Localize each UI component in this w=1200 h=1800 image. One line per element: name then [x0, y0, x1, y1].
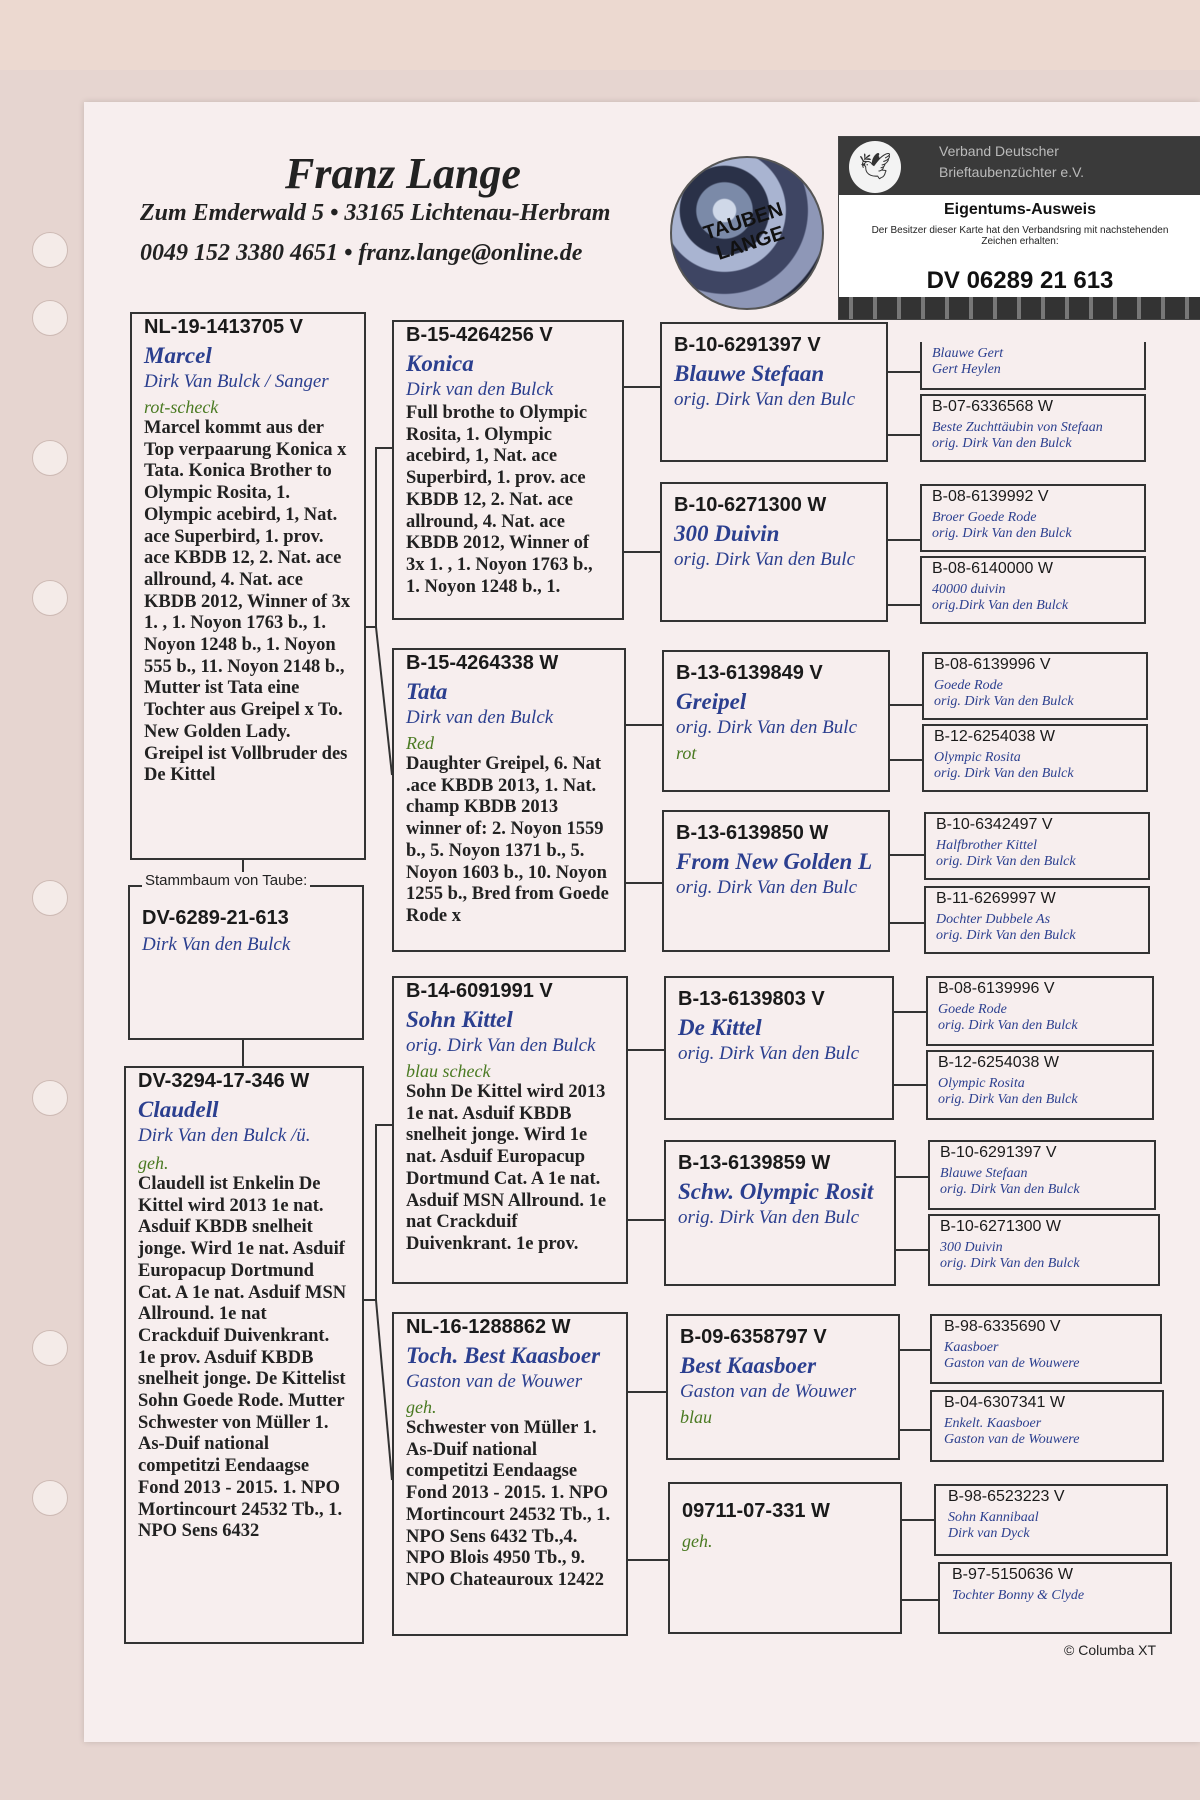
ggg-breeder: orig. Dirk Van den Bulck	[934, 694, 1074, 709]
ggg-box	[928, 1214, 1160, 1286]
ggg-box	[928, 1140, 1156, 1210]
ggg-name: Halfbrother Kittel	[936, 838, 1037, 853]
ggg-breeder: orig. Dirk Van den Bulck	[938, 1092, 1078, 1107]
gg-ring: B-10-6271300 W	[674, 494, 827, 516]
gg-ring: B-09-6358797 V	[680, 1326, 827, 1348]
ggg-breeder: orig. Dirk Van den Bulck	[940, 1182, 1080, 1197]
ggg-name: Kaasboer	[944, 1340, 999, 1355]
mother-color: geh.	[138, 1153, 169, 1173]
gg-ring: B-10-6291397 V	[674, 334, 821, 356]
ggg-ring: B-10-6342497 V	[936, 816, 1053, 833]
gg-color: geh.	[682, 1531, 713, 1551]
father-breeder: Dirk Van Bulck / Sanger	[144, 371, 329, 392]
great-grandparent-box	[660, 482, 888, 622]
gg-breeder: orig. Dirk Van den Bulc	[676, 717, 858, 738]
grandparent-color: blau scheck	[406, 1061, 491, 1081]
ggg-box	[920, 556, 1146, 624]
ggg-name: Sohn Kannibaal	[948, 1510, 1039, 1525]
grandparent-box	[392, 1312, 628, 1636]
grandparent-color: Red	[406, 733, 434, 753]
ggg-breeder: orig. Dirk Van den Bulck	[936, 854, 1076, 869]
ggg-box	[924, 812, 1150, 880]
grandparent-ring: B-15-4264256 V	[406, 324, 553, 346]
card-title: Eigentums-Ausweis	[943, 201, 1097, 218]
grandparent-breeder: orig. Dirk Van den Bulck	[406, 1035, 596, 1056]
great-grandparent-box	[664, 976, 894, 1120]
ggg-breeder: orig. Dirk Van den Bulck	[932, 436, 1072, 451]
ggg-name: Blauwe Gert	[932, 346, 1004, 361]
ggg-box	[930, 1314, 1162, 1384]
ggg-name: Enkelt. Kaasboer	[944, 1416, 1042, 1431]
owner-address: Zum Emderwald 5 • 33165 Lichtenau-Herbram	[140, 200, 611, 226]
gg-name: From New Golden L	[676, 849, 873, 874]
mother-breeder: Dirk Van den Bulck /ü.	[138, 1125, 311, 1146]
subject-label: Stammbaum von Taube:	[142, 872, 310, 889]
gg-breeder: orig. Dirk Van den Bulc	[678, 1043, 860, 1064]
ggg-ring: B-10-6271300 W	[940, 1218, 1061, 1235]
ggg-box	[920, 342, 1146, 390]
ggg-breeder: orig. Dirk Van den Bulck	[936, 928, 1076, 943]
gg-breeder: orig. Dirk Van den Bulc	[676, 877, 858, 898]
grandparent-box	[392, 976, 628, 1284]
gg-breeder: orig. Dirk Van den Bulc	[674, 549, 856, 570]
subject-breeder: Dirk Van den Bulck	[142, 934, 291, 955]
great-grandparent-box	[668, 1482, 902, 1634]
great-grandparent-box	[662, 650, 890, 792]
ggg-name: Blauwe Stefaan	[940, 1166, 1028, 1181]
ggg-name: Goede Rode	[934, 678, 1003, 693]
ggg-ring: B-12-6254038 W	[938, 1054, 1059, 1071]
ggg-ring: B-98-6335690 V	[944, 1318, 1061, 1335]
ggg-name: Beste Zuchttäubin von Stefaan	[932, 420, 1103, 435]
ggg-box	[922, 724, 1148, 792]
ggg-name: Olympic Rosita	[934, 750, 1021, 765]
ggg-ring: B-08-6140000 W	[932, 560, 1053, 577]
ggg-box	[934, 1484, 1168, 1556]
gg-name: De Kittel	[678, 1015, 762, 1040]
father-name: Marcel	[144, 343, 212, 368]
ggg-name: Tochter Bonny & Clyde	[952, 1588, 1085, 1603]
gg-color: blau	[680, 1407, 713, 1427]
gg-name: Best Kaasboer	[680, 1353, 817, 1378]
ggg-ring: B-08-6139996 V	[938, 980, 1055, 997]
ggg-breeder: orig.Dirk Van den Bulck	[932, 598, 1069, 613]
grandparent-breeder: Dirk van den Bulck	[406, 707, 554, 728]
gg-name: Blauwe Stefaan	[674, 361, 825, 386]
ggg-breeder: orig. Dirk Van den Bulck	[938, 1018, 1078, 1033]
mother-name: Claudell	[138, 1097, 219, 1122]
gg-breeder: Gaston van de Wouwer	[680, 1381, 857, 1402]
grandparent-breeder: Dirk van den Bulck	[406, 379, 554, 400]
card-org-line2: Brieftaubenzüchter e.V.	[939, 164, 1085, 180]
gg-name: 300 Duivin	[674, 521, 780, 546]
ggg-breeder: Gert Heylen	[932, 362, 1001, 377]
gg-ring: B-13-6139803 V	[678, 988, 825, 1010]
card-subtitle: Der Besitzer dieser Karte hat den Verbandsring mit nachstehenden Zeichen erhalten:	[871, 225, 1169, 247]
ggg-breeder: orig. Dirk Van den Bulck	[940, 1256, 1080, 1271]
grandparent-name: Konica	[406, 351, 474, 376]
gg-ring: B-13-6139850 W	[676, 822, 829, 844]
grandparent-breeder: Gaston van de Wouwer	[406, 1371, 583, 1392]
father-color: rot-scheck	[144, 397, 219, 417]
gg-name: Greipel	[676, 689, 747, 714]
mother-ring: DV-3294-17-346 W	[138, 1070, 310, 1092]
ggg-ring: B-98-6523223 V	[948, 1488, 1065, 1505]
subject-ring: DV-6289-21-613	[142, 907, 289, 929]
ggg-box	[922, 652, 1148, 720]
seal-text: TAUBEN LANGE	[700, 198, 788, 265]
ggg-ring: B-04-6307341 W	[944, 1394, 1065, 1411]
ggg-breeder: Gaston van de Wouwere	[944, 1432, 1080, 1447]
owner-name: Franz Lange	[285, 149, 521, 198]
grandparent-ring: B-15-4264338 W	[406, 652, 559, 674]
ggg-ring: B-08-6139996 V	[934, 656, 1051, 673]
gg-ring: B-13-6139859 W	[678, 1152, 831, 1174]
great-grandparent-box	[660, 322, 888, 462]
ggg-box	[926, 976, 1154, 1046]
ggg-name: 300 Duivin	[940, 1240, 1003, 1255]
ggg-name: Olympic Rosita	[938, 1076, 1025, 1091]
ggg-breeder: orig. Dirk Van den Bulck	[932, 526, 1072, 541]
ggg-box	[930, 1390, 1164, 1462]
gg-ring: 09711-07-331 W	[682, 1500, 830, 1522]
gg-ring: B-13-6139849 V	[676, 662, 823, 684]
mother-notes: Claudell ist Enkelin De Kittel wird 2013 1e nat. Asduif KBDB snelheit jonge. Wird 1e nat. Asduif Europacup Dortmund Cat. A 1e nat. Asduif MSN Allround. 1e nat Crackduif Duivenkrant. 1e prov. Asduif KBDB snelheit jonge. De Kittelist Sohn Goede Rode. Mutter Schwester von Müller 1. As-Duif national competitzi Eendaagse Fond 2013 - 2015. 1. NPO Mortincourt 24532 Tb., 1. NPO Sens 6432	[138, 1174, 347, 1542]
ggg-box	[938, 1562, 1172, 1634]
ggg-breeder: orig. Dirk Van den Bulck	[934, 766, 1074, 781]
ggg-name: Dochter Dubbele As	[936, 912, 1051, 927]
grandparent-name: Tata	[406, 679, 448, 704]
ggg-breeder: Dirk van Dyck	[948, 1526, 1030, 1541]
grandparent-notes: Daughter Greipel, 6. Nat .ace KBDB 2013, 1. Nat. champ KBDB 2013 winner of: 2. Noyon 1559 b., 5. Noyon 1371 b., 5. Noyon 1603 b., 10. Noyon 1255 b., Bred from Goede Rode x	[406, 754, 609, 926]
ggg-ring: B-08-6139992 V	[932, 488, 1049, 505]
ggg-name: Goede Rode	[938, 1002, 1007, 1017]
grandparent-box	[392, 320, 624, 620]
ggg-ring: B-10-6291397 V	[940, 1144, 1057, 1161]
great-grandparent-box	[662, 810, 890, 952]
ggg-breeder: Gaston van de Wouwere	[944, 1356, 1080, 1371]
card-ring-number: DV 06289 21 613	[926, 267, 1114, 294]
father-notes: Marcel kommt aus der Top verpaarung Konica x Tata. Konica Brother to Olympic Rosita, 1. Olympic acebird, 1, Nat. ace Superbird, 1. prov. ace KBDB 12, 2. Nat. ace allround, 4. Nat. ace KBDB 2012, Winner of 3x 1. , 1. Noyon 1763 b., 1. Noyon 1248 b., 1. Noyon 555 b., 11. Noyon 2148 b., Mutter ist Tata eine Tochter aus Greipel x To. New Golden Lady. Greipel ist Vollbruder des De Kittel	[144, 418, 351, 786]
great-grandparent-box	[664, 1140, 896, 1286]
ggg-box	[920, 394, 1146, 462]
ggg-name: Broer Goede Rode	[932, 510, 1037, 525]
great-grandparent-box	[666, 1314, 900, 1460]
ggg-ring: B-07-6336568 W	[932, 398, 1053, 415]
grandparent-ring: NL-16-1288862 W	[406, 1316, 571, 1338]
ggg-box	[926, 1050, 1154, 1120]
ggg-ring: B-12-6254038 W	[934, 728, 1055, 745]
ggg-box	[920, 484, 1146, 552]
mother-box	[124, 1066, 364, 1644]
grandparent-color: geh.	[406, 1397, 437, 1417]
card-org-line1: Verband Deutscher	[939, 143, 1059, 159]
grandparent-name: Sohn Kittel	[406, 1007, 513, 1032]
subject-box	[128, 885, 364, 1040]
gg-color: rot	[676, 743, 697, 763]
grandparent-ring: B-14-6091991 V	[406, 980, 553, 1002]
grandparent-notes: Full brothe to Olympic Rosita, 1. Olympic acebird, 1, Nat. ace Superbird, 1. prov. ace KBDB 12, 2. Nat. ace allround, 4. Nat. ace KBDB 2012, Winner of 3x 1. , 1. Noyon 1763 b., 1. Noyon 1248 b., 1.	[406, 403, 593, 597]
copyright: © Columba XT	[1064, 1642, 1157, 1658]
ggg-name: 40000 duivin	[932, 582, 1006, 597]
gg-breeder: orig. Dirk Van den Bulc	[678, 1207, 860, 1228]
ggg-ring: B-11-6269997 W	[936, 890, 1056, 907]
father-box	[130, 312, 366, 860]
grandparent-notes: Schwester von Müller 1. As-Duif national competitzi Eendaagse Fond 2013 - 2015. 1. NPO Mortincourt 24532 Tb., 1. NPO Sens 6432 Tb.,4. NPO Blois 4950 Tb., 9. NPO Chateauroux 12422	[406, 1418, 611, 1590]
gg-breeder: orig. Dirk Van den Bulc	[674, 389, 856, 410]
grandparent-box	[392, 648, 626, 952]
ggg-box	[924, 886, 1150, 954]
father-ring: NL-19-1413705 V	[144, 316, 303, 338]
gg-name: Schw. Olympic Rosit	[678, 1179, 874, 1204]
dove-logo-icon: 🕊	[849, 141, 901, 193]
grandparent-notes: Sohn De Kittel wird 2013 1e nat. Asduif KBDB snelheit jonge. Wird 1e nat. Asduif Europacup Dortmund Cat. A 1e nat. Asduif MSN Allround. 1e nat Crackduif Duivenkrant. 1e prov.	[406, 1082, 607, 1254]
grandparent-name: Toch. Best Kaasboer	[406, 1343, 601, 1368]
ggg-ring: B-97-5150636 W	[952, 1566, 1073, 1583]
owner-contact: 0049 152 3380 4651 • franz.lange@online.de	[140, 240, 583, 266]
